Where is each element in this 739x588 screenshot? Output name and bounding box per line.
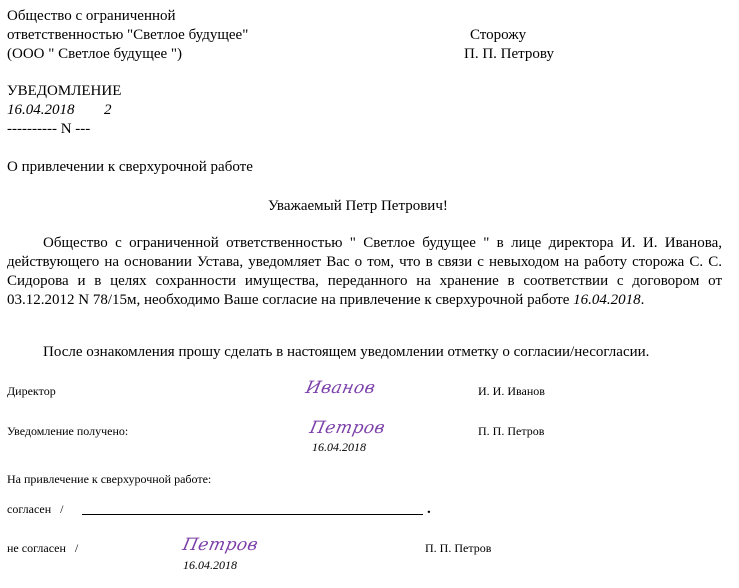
notice-title: УВЕДОМЛЕНИЕ: [7, 83, 122, 99]
body-paragraph-1-end: .: [640, 292, 645, 308]
agree-label: согласен /: [7, 502, 64, 516]
body-paragraph-1-text: Общество с ограниченной ответственностью " Светлое будущее " в лице директора И. И. Иванова, действующего на основании Устава, уведомляет Вас о том, что в связи с невыходом на работу сторожа С. С. Сидорова и в целях сохранности имущества, переданного на хранение в соответствии с договором от 03.12.2012 N 78/15м, необходимо Ваше согласие на привлечение к сверхурочной работе: [7, 235, 722, 308]
notice-subject: О привлечении к сверхурочной работе: [7, 159, 253, 175]
director-label: Директор: [7, 384, 56, 398]
recipient-position: Сторожу: [470, 27, 527, 43]
sender-line-2: ответственностью "Светлое будущее": [7, 27, 249, 43]
disagree-date: 16.04.2018: [183, 558, 237, 572]
body-paragraph-1: [7, 234, 722, 310]
received-label: Уведомление получено:: [7, 424, 129, 438]
received-signature: Петров: [307, 418, 388, 438]
disagree-signature: Петров: [180, 535, 261, 555]
notice-date: 16.04.2018: [7, 102, 75, 118]
salutation: Уважаемый Петр Петрович!: [268, 198, 448, 214]
overtime-label: На привлечение к сверхурочной работе:: [7, 472, 212, 486]
director-name: И. И. Иванов: [478, 384, 545, 398]
agree-end: .: [427, 501, 431, 517]
received-name: П. П. Петров: [478, 424, 545, 438]
notice-number-line: ---------- N ---: [7, 121, 91, 137]
agree-signature-line: [82, 514, 423, 515]
sender-line-3: (ООО " Светлое будущее "): [7, 46, 183, 62]
disagree-name: П. П. Петров: [425, 541, 492, 555]
director-signature: Иванов: [303, 378, 378, 398]
body-paragraph-2: После ознакомления прошу сделать в настоящем уведомлении отметку о согласии/несогласии.: [43, 344, 650, 360]
received-date: 16.04.2018: [312, 440, 366, 454]
notice-number: 2: [104, 102, 112, 118]
body-paragraph-1-date: 16.04.2018: [573, 292, 641, 308]
recipient-name: П. П. Петрову: [464, 46, 554, 62]
sender-line-1: Общество с ограниченной: [7, 8, 176, 24]
disagree-label: не согласен /: [7, 541, 79, 555]
